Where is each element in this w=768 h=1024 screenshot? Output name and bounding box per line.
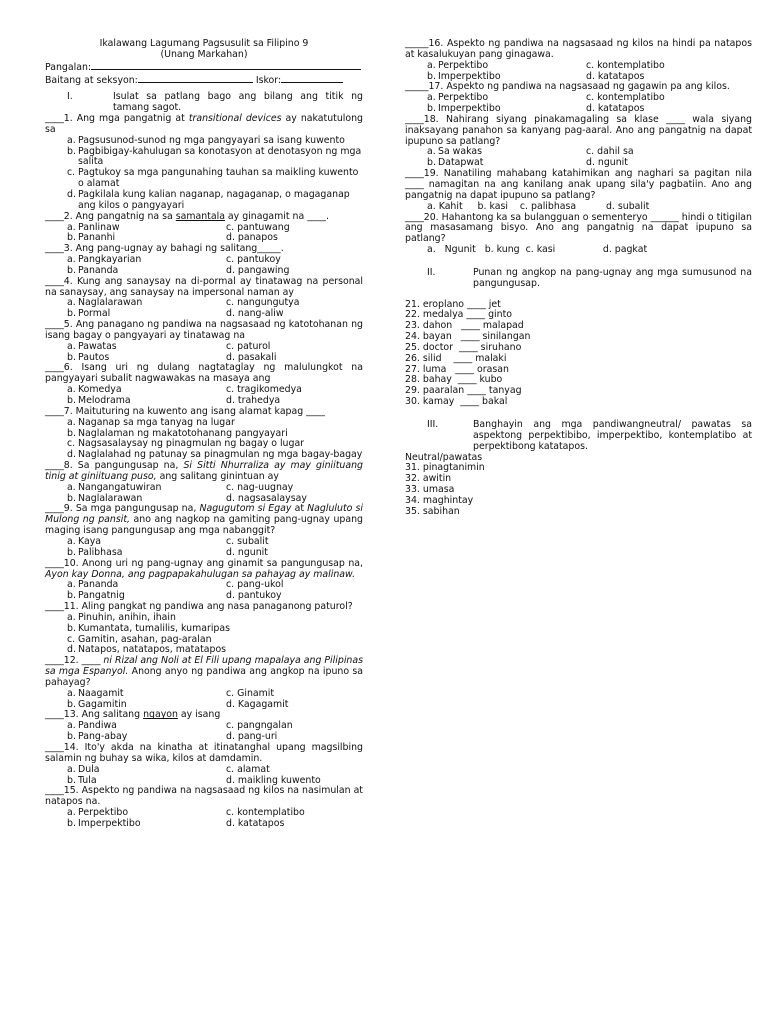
exam-subtitle: (Unang Markahan)	[160, 48, 248, 60]
question-14: ____14. Ito'y akda na kinatha at itinatanghal upang magsilbing salamin ng buhay sa wika, kilos at damdamin.	[45, 742, 363, 764]
q3-d-text: d. pangawing	[226, 264, 290, 276]
question-1	[45, 114, 363, 136]
q10-italic: Ayon kay Donna, ang pagpapakahulugan sa pahayag ay malinaw.	[45, 568, 356, 580]
q5-b-text: Pautos	[78, 351, 110, 363]
q6-letter-b: b.	[67, 395, 76, 406]
q14-c-text: c. alamat	[226, 763, 270, 775]
q4-a-text: Naglalarawan	[78, 297, 143, 309]
question-5: ____5. Ang panagano ng pandiwa na nagsasaad ng katotohanan ng isang bagay o pangyayari ay tinatawag na	[45, 319, 363, 341]
q16-d-text: d. katatapos	[586, 70, 645, 82]
q15-letter-b: b.	[67, 817, 76, 829]
exam-title: Ikalawang Lagumang Pagsusulit sa Filipino 9	[99, 38, 309, 49]
conjugation-item: 33. umasa	[405, 484, 455, 496]
q13-b-text: Pang-abay	[78, 731, 128, 743]
q15-a-text: Perpektibo	[78, 807, 129, 819]
question-11: ____11. Aling pangkat ng pandiwa ang nasa panaganong paturol?	[45, 601, 353, 613]
matching-item: 25. doctor ____ siruhano	[405, 341, 522, 353]
q3-letter-b: b.	[67, 264, 76, 276]
q12-italic: ni Rizal ang Noli at El Fili upang mapalaya ang Pilipinas sa mga Espanyol.	[45, 655, 364, 678]
section-3-roman: III.	[427, 419, 439, 430]
q5-a-text: Pawatas	[78, 340, 117, 352]
q8-a-text: Nangangatuwiran	[78, 481, 162, 493]
q13-prefix: ____13. Ang salitang	[45, 709, 144, 721]
q18-b-text: Datapwat	[438, 157, 484, 169]
q15-options-row-2	[45, 819, 363, 830]
q14-letter-a: a.	[67, 763, 76, 775]
q11-letter-b: b.	[67, 622, 76, 634]
question-9	[45, 504, 363, 537]
section-3-text: Banghayin ang mga pandiwangneutral/ pawatas sa aspektong perpektibibo, imperpektibo, kontemplatibo at perpektibong katatapos.	[473, 419, 752, 452]
q5-options-row-1	[45, 342, 363, 353]
grade-score-line	[45, 74, 363, 87]
q18-letter-b: b.	[427, 157, 436, 169]
q7-letter-b: b.	[67, 427, 76, 439]
q4-letter-b: b.	[67, 308, 76, 320]
q18-letter-a: a.	[427, 146, 436, 158]
q1-suffix: ay nakatutulong sa	[45, 113, 363, 135]
matching-item: 23. dahon ____ malapad	[405, 320, 524, 332]
q19-options: a. Kahit b. kasi c. palibhasa d. subalit	[427, 200, 650, 212]
q11-d-text: Natapos, natatapos, matatapos	[78, 644, 227, 656]
section-2-items	[405, 300, 752, 408]
q2-letter-b: b.	[67, 232, 76, 244]
q13-letter-a: a.	[67, 720, 76, 732]
section-1-instruction	[45, 92, 363, 114]
conjugation-item: 32. awitin	[405, 473, 452, 485]
q18-a-text: Sa wakas	[438, 146, 482, 158]
q16-letter-a: a.	[427, 59, 436, 71]
q1-option-d	[45, 190, 363, 212]
q17-a-text: Perpektibo	[438, 92, 489, 104]
matching-item: 24. bayan ____ sinilangan	[405, 331, 531, 343]
q7-a-text: Naganap sa mga tanyag na lugar	[78, 416, 235, 428]
q4-letter-a: a.	[67, 297, 76, 309]
section-3-heading: Neutral/pawatas	[405, 451, 483, 463]
q7-b-text: Naglalaman ng makatotohanang pangyayari	[78, 427, 288, 439]
q1-letter-c: c.	[67, 167, 76, 179]
left-column	[45, 39, 363, 830]
q2-prefix: ____2. Ang pangatnig na sa	[45, 210, 176, 222]
question-7: ____7. Maituturing na kuwento ang isang alamat kapag ____	[45, 405, 325, 417]
q3-c-text: c. pantukoy	[226, 254, 281, 266]
q8-b-text: Naglalarawan	[78, 492, 143, 504]
q9-prefix: ____9. Sa mga pangungusap na,	[45, 503, 200, 515]
matching-item: 29. paaralan ____ tanyag	[405, 385, 522, 397]
matching-item: 22. medalya ____ ginto	[405, 309, 513, 321]
q7-option-a	[45, 418, 363, 429]
name-label: Pangalan:	[45, 61, 92, 73]
q12-options-row-1	[45, 689, 363, 700]
q2-letter-a: a.	[67, 221, 76, 233]
q5-d-text: d. pasakali	[226, 351, 277, 363]
q16-a-text: Perpektibo	[438, 59, 489, 71]
q7-letter-c: c.	[67, 438, 76, 450]
q10-d-text: d. pantukoy	[226, 590, 282, 602]
question-16: _____16. Aspekto ng pandiwa na nagsasaad ng kilos na hindi pa natapos at kasalukuyan pang ginagawa.	[405, 38, 752, 60]
q6-letter-a: a.	[67, 384, 76, 396]
q8-d-text: d. nagsasalaysay	[226, 492, 307, 504]
q15-d-text: d. katatapos	[226, 817, 285, 829]
q12-d-text: d. Kagagamit	[226, 698, 289, 710]
q16-b-text: Imperpektibo	[438, 70, 501, 82]
q1-d-text: Pagkilala kung kalian naganap, nagaganap, o magaganap ang kilos o pangyayari	[78, 188, 350, 211]
q7-letter-a: a.	[67, 416, 76, 428]
question-8	[45, 461, 363, 483]
q9-d-text: d. ngunit	[226, 546, 268, 558]
q6-a-text: Komedya	[78, 384, 122, 396]
q8-c-text: c. nag-uugnay	[226, 481, 294, 493]
section-1-text: Isulat sa patlang bago ang bilang ang titik ng tamang sagot.	[113, 91, 363, 114]
q9-italic-2: Nagluluto si Mulong ng pansit,	[45, 503, 363, 526]
question-10	[45, 559, 363, 581]
q9-italic: Nagugutom si Egay	[199, 503, 292, 515]
q6-d-text: d. trahedya	[226, 395, 281, 406]
q9-c-text: c. subalit	[226, 535, 269, 547]
q11-letter-c: c.	[67, 633, 76, 645]
q7-letter-d: d.	[67, 449, 76, 461]
q9-letter-b: b.	[67, 546, 76, 558]
q17-b-text: Imperpektibo	[438, 103, 501, 115]
q14-options-row-1	[45, 765, 363, 776]
q18-d-text: d. ngunit	[586, 157, 628, 169]
q7-d-text: Naglalahad ng patunay sa pinagmulan ng mga bagay-bagay	[78, 449, 363, 461]
grade-blank[interactable]	[138, 74, 253, 83]
q2-a-text: Panlinaw	[78, 221, 120, 233]
q13-letter-b: b.	[67, 731, 76, 743]
q5-letter-b: b.	[67, 351, 76, 363]
q9-mid: at	[291, 503, 308, 515]
q7-c-text: Nagsasalaysay ng pinagmulan ng bagay o lugar	[78, 438, 305, 450]
q11-letter-a: a.	[67, 611, 76, 623]
q15-b-text: Imperpektibo	[78, 817, 141, 829]
q3-letter-a: a.	[67, 254, 76, 266]
q15-c-text: c. kontemplatibo	[226, 807, 305, 819]
q13-d-text: d. pang-uri	[226, 731, 278, 743]
q1-prefix: ____1. Ang mga pangatnig at	[45, 113, 189, 125]
q8-prefix: ____8. Sa pangungusap na,	[45, 460, 184, 472]
name-line	[45, 61, 363, 74]
q11-a-text: Pinuhin, anihin, ihain	[78, 611, 176, 623]
q16-c-text: c. kontemplatibo	[586, 59, 665, 71]
conjugation-item: 34. maghintay	[405, 494, 474, 506]
q17-d-text: d. katatapos	[586, 103, 645, 115]
q2-suffix: ay ginagamit na ____.	[224, 210, 329, 222]
question-4: ____4. Kung ang sanaysay na di-pormal ay tinatawag na personal na sanaysay, ang sanaysay na impersonal naman ay	[45, 275, 363, 298]
q9-letter-a: a.	[67, 535, 76, 547]
conjugation-item: 31. pinagtanimin	[405, 462, 485, 474]
q4-b-text: Pormal	[78, 308, 111, 320]
q10-letter-b: b.	[67, 590, 76, 602]
q10-prefix: ____10. Anong uri ng pang-ugnay ang ginamit sa pangungusap na,	[45, 557, 363, 569]
q2-d-text: d. panapos	[226, 232, 278, 244]
q11-letter-d: d.	[67, 644, 76, 656]
matching-item: 26. silid ____ malaki	[405, 352, 507, 364]
q10-a-text: Pananda	[78, 579, 119, 591]
q10-c-text: c. pang-ukol	[226, 579, 284, 591]
question-19: ____19. Nanatiling mahabang katahimikan ang naghari sa pagitan nila ____ namagitan na ang kanilang anak upang sila'y pagbatiin. Ano ang pangatnig na dapat ipupuno sa patlang?	[405, 168, 752, 201]
q1-option-b	[45, 147, 363, 169]
score-blank[interactable]	[281, 74, 343, 83]
q14-b-text: Tula	[78, 774, 97, 786]
q13-c-text: c. pangngalan	[226, 720, 293, 732]
q12-c-text: c. Ginamit	[226, 687, 275, 699]
q8-letter-b: b.	[67, 492, 76, 504]
section-1-roman: I.	[67, 91, 73, 103]
q1-option-a	[45, 136, 363, 147]
q4-c-text: c. nangungutya	[226, 297, 300, 309]
question-12	[45, 656, 363, 689]
q1-letter-b: b.	[67, 145, 76, 157]
q2-underlined: samantala	[175, 210, 225, 222]
q13-underlined: ngayon	[143, 709, 178, 721]
q8-italic: Si Sitti Nhurraliza ay may giniituang tinig at giniituang puso,	[45, 460, 363, 482]
q11-c-text: Gamitin, asahan, pag-aralan	[78, 633, 212, 645]
q9-b-text: Palibhasa	[78, 546, 123, 558]
q1-c-text: Pagtukoy sa mga pangunahing tauhan sa maikling kuwento o alamat	[78, 167, 359, 190]
score-label: Iskor:	[255, 74, 282, 86]
q14-d-text: d. maikling kuwento	[226, 774, 321, 786]
question-3: ____3. Ang pang-ugnay ay bahagi ng salitang_____.	[45, 243, 284, 255]
q18-c-text: c. dahil sa	[586, 146, 634, 158]
name-blank[interactable]	[91, 61, 361, 70]
q1-a-text: Pagsusunod-sunod ng mga pangyayari sa isang kuwento	[78, 134, 345, 146]
q8-letter-a: a.	[67, 481, 76, 493]
question-20: ____20. Hahantong ka sa bulangguan o sementeryo ______ hindi o titigilan ang masasamang bisyo. Ano ang pangatnig na dapat ipupuno sa patlang?	[405, 211, 752, 245]
q1-letter-a: a.	[67, 134, 76, 146]
q1-b-text: Pagbibigay-kahulugan sa konotasyon at denotasyon ng mga salita	[78, 145, 362, 168]
grade-label: Baitang at seksyon:	[45, 74, 138, 86]
q13-suffix: ay isang	[177, 709, 221, 721]
q6-c-text: c. tragikomedya	[226, 384, 302, 396]
matching-item: 28. bahay ____ kubo	[405, 374, 503, 386]
q3-a-text: Pangkayarian	[78, 254, 142, 266]
q12-letter-a: a.	[67, 687, 76, 699]
q8-options-row-1	[45, 483, 363, 494]
q1-letter-d: d.	[67, 188, 76, 200]
q10-letter-a: a.	[67, 579, 76, 591]
question-15: ____15. Aspekto ng pandiwa na nagsasaad ng kilos na nasimulan at natapos na.	[45, 785, 363, 808]
q2-b-text: Pananhi	[78, 232, 116, 244]
q6-b-text: Melodrama	[78, 395, 131, 406]
section-2-instruction	[405, 268, 752, 290]
section-2-roman: II.	[427, 266, 436, 278]
q17-c-text: c. kontemplatibo	[586, 92, 665, 104]
q13-a-text: Pandiwa	[78, 720, 117, 732]
q5-letter-a: a.	[67, 340, 76, 352]
q17-letter-b: b.	[427, 103, 436, 115]
matching-item: 27. luma ____ orasan	[405, 363, 509, 375]
q12-b-text: Gagamitin	[78, 698, 127, 710]
q1-italic: transitional devices	[188, 113, 282, 125]
q20-options: a. Ngunit b. kung c. kasi d. pagkat	[427, 244, 648, 256]
q2-c-text: c. pantuwang	[226, 221, 290, 233]
q10-b-text: Pangatnig	[78, 590, 125, 602]
q16-options-row-1	[405, 61, 752, 72]
q12-suffix: Anong anyo ng pandiwa ang angkop na ipuno sa pahayag?	[45, 666, 363, 688]
q11-option-b	[45, 624, 363, 635]
question-18: ____18. Nahirang siyang pinakamagaling sa klase ____ wala siyang inaksayang panahon sa kanyang pag-aaral. Ano ang pangatnig na dapat ipupuno sa patlang?	[405, 113, 752, 147]
q12-prefix: ____12. ____	[45, 655, 104, 667]
question-2	[45, 212, 363, 223]
matching-item: 21. eroplano ____ jet	[405, 298, 501, 310]
q3-b-text: Pananda	[78, 264, 119, 276]
q5-c-text: c. paturol	[226, 340, 271, 352]
q8-suffix: ang salitang ginintuan ay	[156, 470, 279, 482]
question-17: _____17. Aspekto ng pandiwa na nagsasaad ng gagawin pa ang kilos.	[405, 81, 730, 93]
q16-letter-b: b.	[427, 70, 436, 82]
q1-option-c	[45, 168, 363, 190]
q15-letter-a: a.	[67, 807, 76, 819]
matching-item: 30. kamay ____ bakal	[405, 396, 508, 408]
section-2-text: Punan ng angkop na pang-ugnay ang mga sumusunod na pangungusap.	[473, 266, 752, 289]
q9-suffix: ano ang nagkop na gamiting pang-ugnay upang maging isang pangungusap ang mga nabanggit?	[45, 514, 364, 537]
q12-a-text: Naagamit	[78, 687, 124, 699]
q12-letter-b: b.	[67, 698, 76, 710]
right-column	[405, 39, 752, 518]
q17-letter-a: a.	[427, 92, 436, 104]
section-3-instruction	[405, 420, 752, 453]
q9-a-text: Kaya	[78, 535, 102, 547]
q4-d-text: d. nang-aliw	[226, 308, 284, 320]
q14-letter-b: b.	[67, 774, 76, 786]
q11-b-text: Kumantata, tumalilis, kumaripas	[78, 622, 230, 634]
q14-a-text: Dula	[78, 763, 100, 775]
conjugation-item: 35. sabihan	[405, 505, 460, 517]
question-6: ____6. Isang uri ng dulang nagtataglay ng malulungkot na pangyayari subalit nagwawakas na masaya ang	[45, 362, 363, 385]
